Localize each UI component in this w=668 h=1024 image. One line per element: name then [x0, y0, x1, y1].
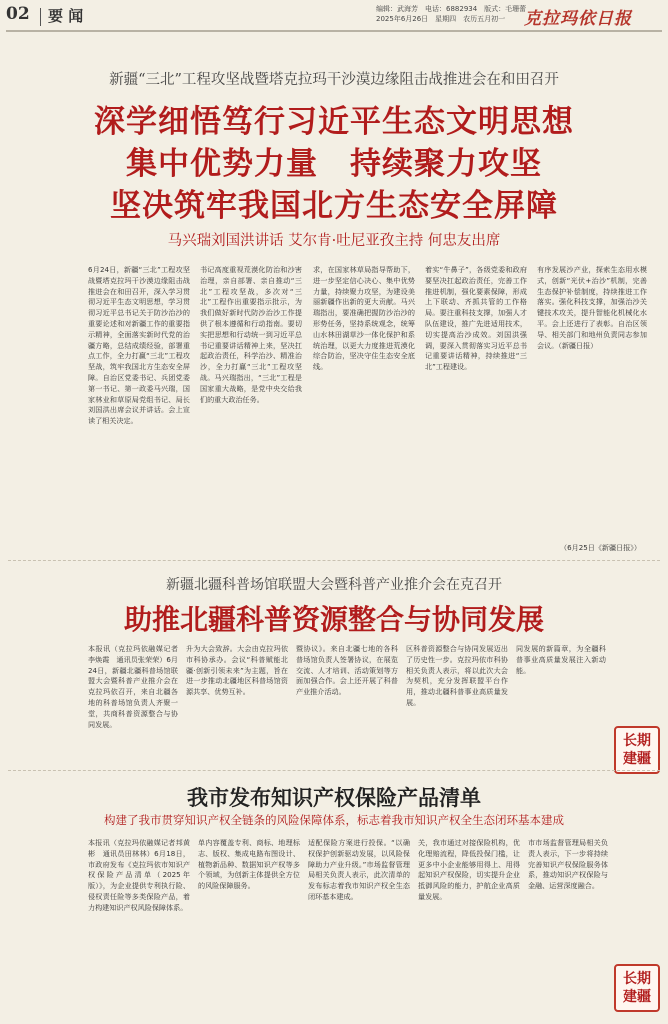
article1-source: （6月25日《新疆日报》）: [560, 543, 641, 552]
article2-column: 升为大会致辞。大会由克拉玛依市科协承办。会议“科普赋能北疆·创新引领未来”为主题，旨在进一步推动北疆地区科普场馆资源共享、优势互补。: [186, 644, 288, 697]
page-number: 02: [6, 4, 30, 24]
article3-subhead: 构建了我市贯穿知识产权全链条的风险保障体系，标志着我市知识产权全生态闭环基本建成: [104, 813, 564, 827]
article2-kicker: 新疆北疆科普场馆联盟大会暨科普产业推介会在克召开: [166, 577, 502, 593]
article2-column: 暨协议》。来自北疆七地的各科普场馆负责人签署协议，在展览交流、人才培训、活动策划等方面加强合作。会上还开展了科普产业推介活动。: [296, 644, 398, 697]
header-rule: [6, 30, 662, 32]
article1-headline-1: 深学细悟笃行习近平生态文明思想: [94, 104, 574, 140]
issue-date: 2025年6月26日 星期四 农历五月初一: [376, 15, 506, 23]
page-number-separator: [40, 8, 41, 26]
article1-column: 着实“牛鼻子”，各级党委和政府要坚决扛起政治责任，完善工作推进机制，强化要素保障，形成上下联动、齐抓共管的工作格局。要注重科技支撑，加强人才队伍建设，推广先进适用技术，切实提高治沙成效。刘国洪强调，要深入贯彻落实习近平总书记重要讲话精神，持续推进“三北”工程建设。: [425, 265, 527, 372]
newspaper-masthead-logo: 克拉玛依日报: [524, 9, 632, 29]
article3-column: 本报讯（克拉玛依融媒记者邦黄彬 通讯员田林林）6月18日，市政府发布《克拉玛依市知识产权保险产品清单（2025年版）》，为企业提供专利执行险、侵权责任险等多类保险产品，着力构建知识产权风险保障体系。: [88, 838, 190, 912]
article2-headline: 助推北疆科普资源整合与协同发展: [123, 603, 544, 636]
article1-headline-2: 集中优势力量 持续聚力攻坚: [126, 146, 542, 182]
article2-column: 同发展的新篇章，为全疆科普事业高质量发展注入新动能。: [516, 644, 606, 675]
article1-column: 6月24日，新疆“三北”工程攻坚战暨塔克拉玛干沙漠边缘阻击战推进会在和田召开，深入学习贯彻习近平生态文明思想，学习贯彻习近平总书记关于防沙治沙的重要论述和对新疆工作的重要指示精神，全面落实新时代党的治疆方略，总结成绩经验，部署重点工作，全力打赢“三北”工程攻坚战，筑牢我国北方生态安全屏障。自治区党委书记、兵团党委第一书记、第一政委马兴瑞，国家林业和草原局党组书记、局长刘国洪出席会议并讲话。会上宣读了相关决定。: [88, 265, 190, 426]
article3-column: 单内容覆盖专利、商标、地理标志、版权、集成电路布图设计、植物新品种、数据知识产权等多个领域，为创新主体提供全方位的风险保障服务。: [198, 838, 300, 891]
article1-column: 求，在国家林草局指导帮助下，进一步坚定信心决心、集中优势力量，持续聚力攻坚，为建设美丽新疆作出新的更大贡献。马兴瑞指出，要准确把握防沙治沙的形势任务，坚持系统观念，统筹山水林田湖草沙一体化保护和系统治理，以更大力度推进荒漠化综合防治，坚决守住生态安全底线。: [313, 265, 415, 372]
article3-column: 关，我市通过对接保险机构，优化理赔流程，降低投保门槛，让更多中小企业能够用得上、用得起知识产权保险，切实提升企业抵御风险的能力，护航企业高质量发展。: [418, 838, 520, 901]
badge-text: 建疆: [623, 751, 651, 767]
article2-column: 区科普资源整合与协同发展迈出了历史性一步。克拉玛依市科协相关负责人表示，将以此次大会为契机，充分发挥联盟平台作用，推动北疆科普事业高质量发展。: [406, 644, 508, 707]
article3-column: 市市场监督管理局相关负责人表示，下一步将持续完善知识产权保险服务体系，推动知识产权保险与金融、运营深度融合。: [528, 838, 608, 891]
article-main: [0, 34, 668, 554]
long-term-xinjiang-badge: [614, 726, 660, 774]
article3-column: 适配保险方案进行投保。“以确权保护创新驱动发展，以风险保障助力产业升级。”市场监督管理局相关负责人表示，此次清单的发布标志着我市知识产权全生态闭环基本建成。: [308, 838, 410, 901]
section-divider: [8, 560, 660, 561]
article1-subhead: 马兴瑞刘国洪讲话 艾尔肯·吐尼亚孜主持 何忠友出席: [167, 233, 501, 249]
badge-text: 长期: [623, 971, 651, 987]
section-label: 要 闻: [48, 7, 84, 25]
article1-column: 有序发展沙产业，探索生态用水模式，创新“光伏+治沙”机制，完善生态保护补偿制度，持续推进工作落实。强化科技支撑，加强治沙关键技术攻关，提升智能化机械化水平。会上还进行了表彰。自治区领导、相关部门和地州负责同志参加会议。（新疆日报）: [537, 265, 647, 350]
long-term-xinjiang-badge: [614, 964, 660, 1012]
article2-column: 本报讯（克拉玛依融媒记者李焕霞 通讯员张荣荣）6月24日，新疆北疆科普场馆联盟大会暨科普产业推介会在克拉玛依召开，来自北疆各地的科普场馆负责人齐聚一堂，共商科普资源整合与协同发展。: [88, 644, 178, 729]
article1-column: 书记高度重视荒漠化防治和沙害治理，亲自部署、亲自推动“三北”工程攻坚战，多次对“三北”工程作出重要指示批示，为我们做好新时代防沙治沙工作提供了根本遵循和行动指南。要切实把思想和行动统一到习近平总书记重要讲话精神上来，坚决扛起政治责任，科学治沙、精准治沙，全力打赢“三北”工程攻坚战。马兴瑞指出，“三北”工程是国家重大战略，是党中央交给我们的重大政治任务。: [200, 265, 302, 404]
editor-info: 编辑：武海芳 电话：6882934 版式：毛珊蕾: [376, 5, 527, 13]
article3-headline: 我市发布知识产权保险产品清单: [187, 785, 481, 810]
article1-headline-3: 坚决筑牢我国北方生态安全屏障: [110, 188, 558, 224]
badge-text: 建疆: [623, 989, 651, 1005]
section-divider: [8, 770, 660, 771]
article1-kicker: 新疆“三北”工程攻坚战暨塔克拉玛干沙漠边缘阻击战推进会在和田召开: [109, 72, 559, 88]
badge-text: 长期: [623, 733, 651, 749]
